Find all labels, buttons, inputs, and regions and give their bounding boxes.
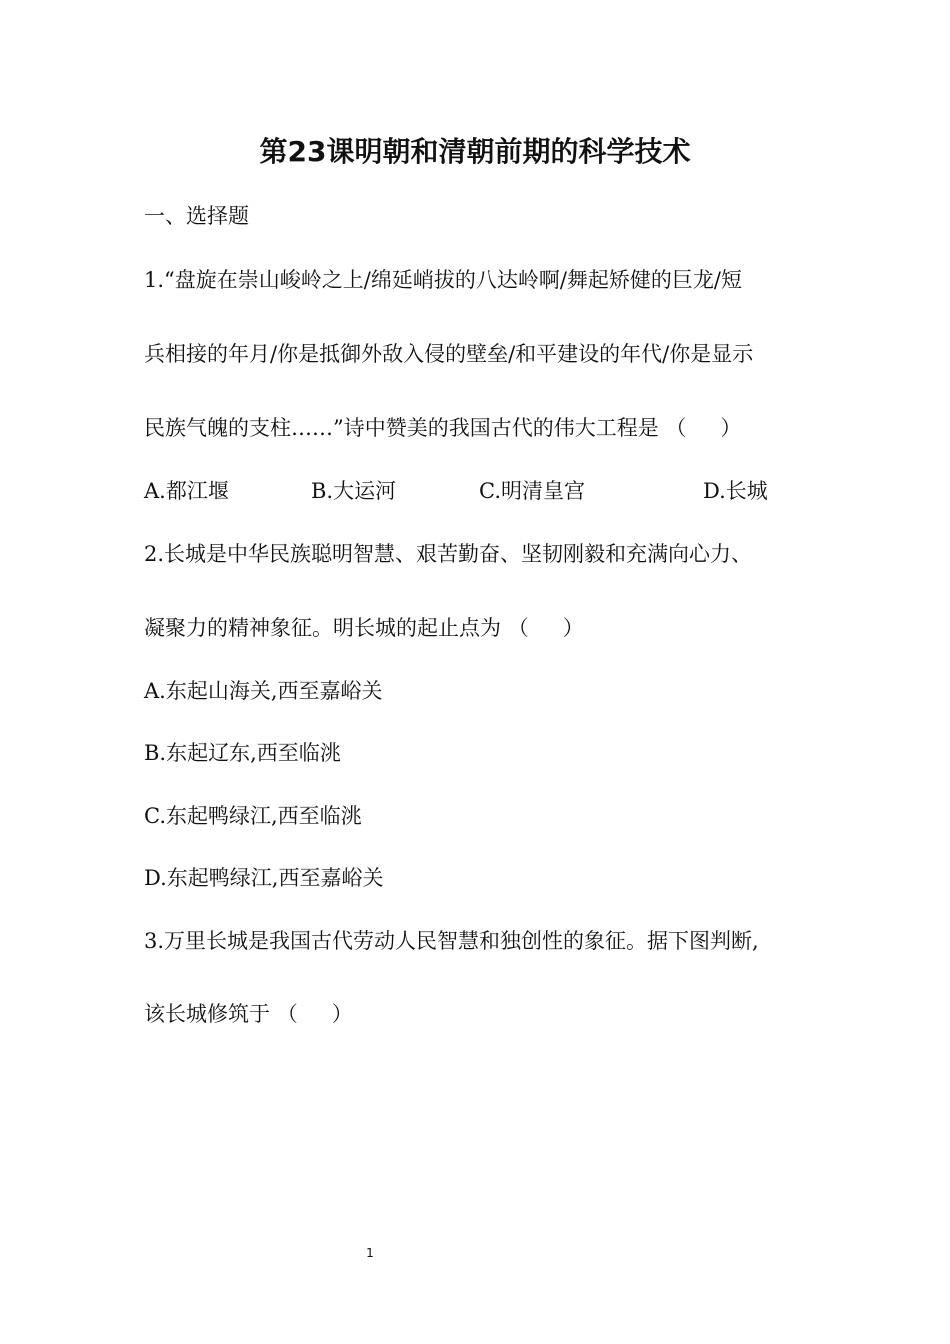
question-2-option-d: D.东起鸭绿江,西至嘉峪关 [144, 866, 384, 890]
question-1-option-a: A.都江堰 [144, 479, 229, 503]
question-2-option-b: B.东起辽东,西至临洮 [144, 741, 341, 765]
question-1-line-2: 兵相接的年月/你是抵御外敌入侵的壁垒/和平建设的年代/你是显示 [144, 342, 754, 366]
question-3-line-1: 3.万里长城是我国古代劳动人民智慧和独创性的象征。据下图判断, [144, 929, 759, 953]
answer-paren-close: ） [562, 616, 584, 640]
answer-paren-open: （ [276, 1002, 298, 1026]
question-2-line-2-text: 凝聚力的精神象征。明长城的起止点为 [144, 616, 501, 640]
question-1-line-1: 1.“盘旋在崇山峻岭之上/绵延峭拔的八达岭啊/舞起矫健的巨龙/短 [144, 268, 742, 292]
question-1-line-3 [144, 413, 741, 443]
answer-paren-open: （ [507, 616, 529, 640]
answer-paren-close: ） [331, 1002, 353, 1026]
page-title: 第23课明朝和清朝前期的科学技术 [259, 135, 691, 168]
section-heading: 一、选择题 [144, 204, 249, 228]
question-3-line-2 [144, 999, 353, 1029]
question-3-line-2-text: 该长城修筑于 [144, 1002, 270, 1026]
question-2-option-c: C.东起鸭绿江,西至临洮 [144, 804, 362, 828]
answer-paren-close: ） [720, 416, 742, 440]
answer-paren-open: （ [665, 416, 687, 440]
question-2-line-2 [144, 613, 584, 643]
question-1-line-3-text: 民族气魄的支柱……”诗中赞美的我国古代的伟大工程是 [144, 416, 659, 440]
question-1-option-b: B.大运河 [311, 479, 397, 503]
question-1-option-d: D.长城 [703, 479, 768, 503]
question-1-option-c: C.明清皇宫 [479, 479, 585, 503]
question-2-option-a: A.东起山海关,西至嘉峪关 [144, 679, 383, 703]
page-number: 1 [366, 1246, 374, 1260]
question-2-line-1: 2.长城是中华民族聪明智慧、艰苦勤奋、坚韧刚毅和充满向心力、 [144, 542, 753, 566]
